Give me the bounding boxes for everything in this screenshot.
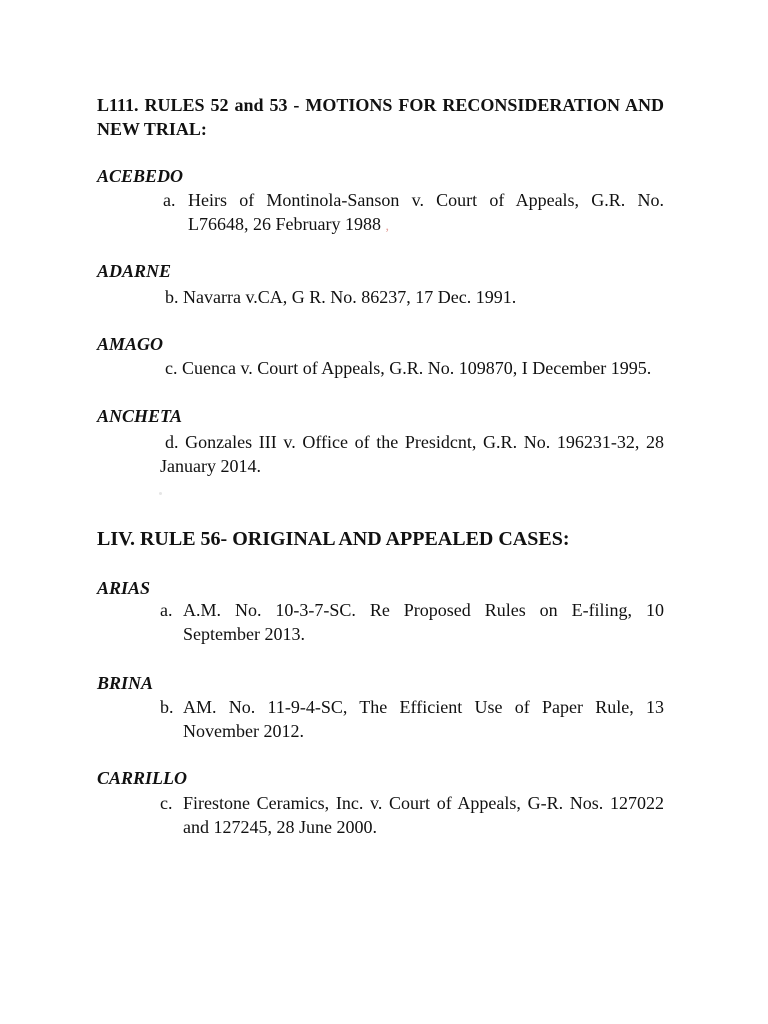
case-entry-a [163, 188, 664, 239]
student-name-amago: AMAGO [97, 334, 164, 354]
case-entry-b [165, 285, 665, 309]
case-citation: Firestone Ceramics, Inc. v. Court of Appeals, G-R. Nos. 127022 and 127245, 28 June 2000. [183, 793, 664, 837]
student-name-ancheta: ANCHETA [97, 406, 183, 426]
case-entry-arias [160, 598, 664, 646]
case-citation: A.M. No. 10-3-7-SC. Re Proposed Rules on E-filing, 10 September 2013. [183, 600, 664, 644]
faint-dot [159, 492, 162, 495]
case-citation: AM. No. 11-9-4-SC, The Efficient Use of Paper Rule, 13 November 2012. [183, 697, 664, 741]
list-marker: b. [160, 697, 174, 717]
case-citation: Heirs of Montinola-Sanson v. Court of Appeals, G.R. No. L76648, 26 February 1988 [188, 190, 664, 234]
student-name-adarne: ADARNE [97, 261, 172, 281]
case-entry-brina [160, 695, 664, 743]
stray-mark: , [385, 219, 389, 234]
student-name-arias: ARIAS [97, 578, 151, 598]
case-entry-c [165, 356, 670, 380]
student-name-carrillo: CARRILLO [97, 768, 188, 788]
section-heading-rules-52-53: L111. RULES 52 and 53 - MOTIONS FOR RECONSIDERATION AND NEW TRIAL: [97, 95, 664, 139]
case-citation: d. Gonzales III v. Office of the Presidcnt, G.R. No. 196231-32, 28 January 2014. [160, 432, 664, 476]
student-name-acebedo: ACEBEDO [97, 166, 184, 186]
list-marker: c. [160, 793, 173, 813]
case-entry-carrillo [160, 791, 664, 839]
list-marker: a. [163, 190, 176, 210]
list-marker: a. [160, 600, 173, 620]
case-citation: c. Cuenca v. Court of Appeals, G.R. No. 109870, I December 1995. [165, 358, 652, 378]
case-citation: b. Navarra v.CA, G R. No. 86237, 17 Dec. 1991. [165, 287, 517, 307]
section-heading-rule-56: LIV. RULE 56- ORIGINAL AND APPEALED CASES: [97, 528, 570, 550]
case-entry-d [160, 430, 664, 478]
student-name-brina: BRINA [97, 673, 154, 693]
